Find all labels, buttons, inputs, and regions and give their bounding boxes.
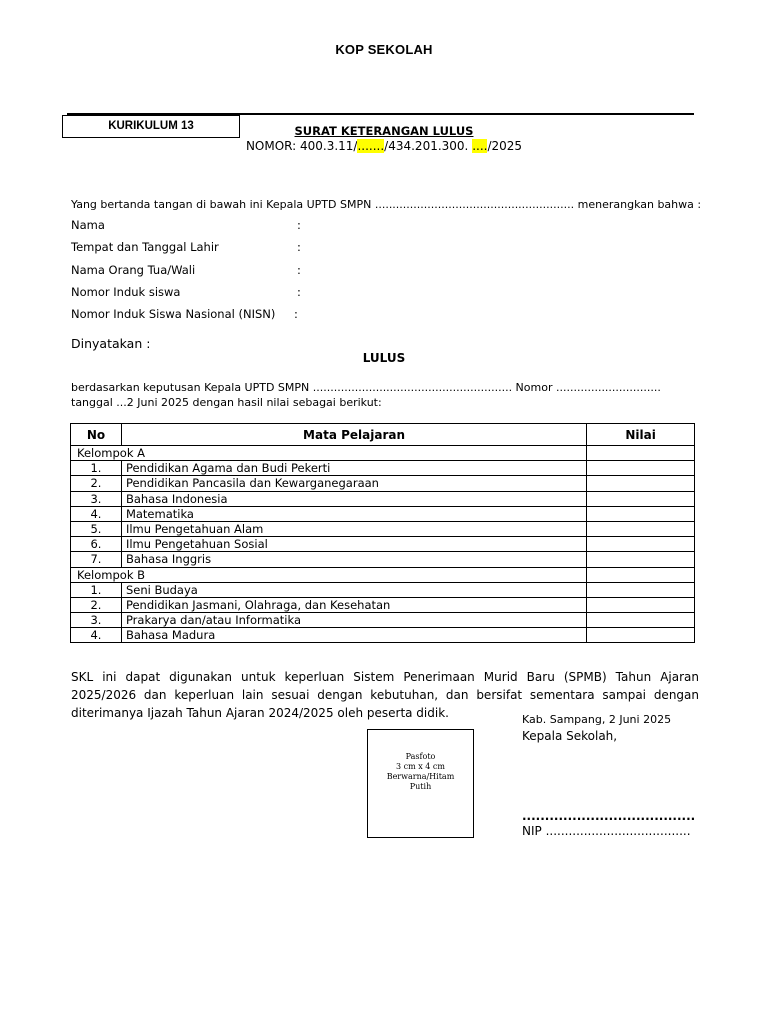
row-no: 1. bbox=[71, 582, 122, 597]
field-colon: : bbox=[297, 263, 301, 277]
row-subject: Ilmu Pengetahuan Alam bbox=[121, 521, 586, 536]
basis-line-2: tanggal ...2 Juni 2025 dengan hasil nilai sebagai berikut: bbox=[71, 396, 382, 409]
group-row-a bbox=[71, 446, 695, 461]
row-no: 3. bbox=[71, 613, 122, 628]
document-title bbox=[0, 124, 768, 138]
field-label-nis: Nomor Induk siswa bbox=[71, 285, 181, 299]
document-number bbox=[0, 139, 768, 153]
grade-cell bbox=[587, 461, 695, 476]
row-no: 5. bbox=[71, 521, 122, 536]
row-no: 4. bbox=[71, 628, 122, 643]
signature-name-blank: ...................................... bbox=[522, 809, 696, 823]
grade-cell bbox=[587, 506, 695, 521]
grade-cell bbox=[587, 446, 695, 461]
table-row bbox=[71, 552, 695, 567]
nomor-suffix: /2025 bbox=[487, 139, 523, 153]
grade-cell bbox=[587, 476, 695, 491]
signature-nip: NIP ...................................... bbox=[522, 824, 691, 838]
kop-sekolah: KOP SEKOLAH bbox=[335, 42, 433, 57]
field-label-nisn: Nomor Induk Siswa Nasional (NISN) bbox=[71, 307, 276, 321]
nomor-blank-1: ....... bbox=[357, 139, 385, 153]
photo-line-4: Putih bbox=[409, 782, 432, 791]
row-subject: Bahasa Madura bbox=[121, 628, 586, 643]
dinyatakan-label: Dinyatakan : bbox=[71, 336, 151, 351]
basis-line-1: berdasarkan keputusan Kepala UPTD SMPN ......................................................... Nomor .............................. bbox=[71, 381, 661, 394]
row-no: 6. bbox=[71, 537, 122, 552]
grade-cell bbox=[587, 537, 695, 552]
header-subject: Mata Pelajaran bbox=[121, 424, 586, 446]
row-no: 2. bbox=[71, 476, 122, 491]
nomor-blank-2: .... bbox=[472, 139, 488, 153]
row-subject: Bahasa Indonesia bbox=[121, 491, 586, 506]
field-label-orang-tua: Nama Orang Tua/Wali bbox=[71, 263, 196, 277]
header-no: No bbox=[71, 424, 122, 446]
row-subject: Bahasa Inggris bbox=[121, 552, 586, 567]
table-row bbox=[71, 597, 695, 612]
photo-line-2: 3 cm x 4 cm bbox=[396, 762, 445, 771]
photo-line-3: Berwarna/Hitam bbox=[386, 772, 455, 781]
photo-placeholder bbox=[367, 729, 474, 838]
row-subject: Ilmu Pengetahuan Sosial bbox=[121, 537, 586, 552]
row-subject: Prakarya dan/atau Informatika bbox=[121, 613, 586, 628]
grade-cell bbox=[587, 552, 695, 567]
row-no: 1. bbox=[71, 461, 122, 476]
grade-cell bbox=[587, 613, 695, 628]
field-colon: : bbox=[294, 307, 298, 321]
intro-statement: Yang bertanda tangan di bawah ini Kepala UPTD SMPN ......................................................... menerangkan bahwa : bbox=[71, 198, 702, 211]
row-subject: Matematika bbox=[121, 506, 586, 521]
row-no: 2. bbox=[71, 597, 122, 612]
row-no: 7. bbox=[71, 552, 122, 567]
grade-cell bbox=[587, 582, 695, 597]
grades-table bbox=[70, 423, 695, 643]
row-subject: Seni Budaya bbox=[121, 582, 586, 597]
table-row bbox=[71, 476, 695, 491]
field-colon: : bbox=[297, 285, 301, 299]
grade-cell bbox=[587, 491, 695, 506]
field-label-ttl: Tempat dan Tanggal Lahir bbox=[71, 240, 219, 254]
table-row bbox=[71, 537, 695, 552]
row-subject: Pendidikan Pancasila dan Kewarganegaraan bbox=[121, 476, 586, 491]
field-label-nama: Nama bbox=[71, 218, 105, 232]
grade-cell bbox=[587, 521, 695, 536]
group-label-a: Kelompok A bbox=[71, 446, 587, 461]
group-row-b bbox=[71, 567, 695, 582]
field-colon: : bbox=[297, 240, 301, 254]
grade-cell bbox=[587, 597, 695, 612]
table-header-row bbox=[71, 424, 695, 446]
kurikulum-box: KURIKULUM 13 bbox=[62, 115, 240, 138]
grade-cell bbox=[587, 567, 695, 582]
row-no: 3. bbox=[71, 491, 122, 506]
table-row bbox=[71, 506, 695, 521]
table-row bbox=[71, 613, 695, 628]
table-row bbox=[71, 491, 695, 506]
table-row bbox=[71, 461, 695, 476]
table-row bbox=[71, 582, 695, 597]
closing-paragraph: SKL ini dapat digunakan untuk keperluan Sistem Penerimaan Murid Baru (SPMB) Tahun Ajaran 2025/2026 dan keperluan lain sesuai dengan kebutuhan, dan bersifat sementara sampai dengan diterimanya Ijazah Tahun Ajaran 2024/2025 oleh peserta didik. bbox=[71, 670, 699, 720]
row-subject: Pendidikan Agama dan Budi Pekerti bbox=[121, 461, 586, 476]
grade-cell bbox=[587, 628, 695, 643]
title-text: SURAT KETERANGAN LULUS bbox=[294, 124, 474, 138]
lulus-status: LULUS bbox=[362, 351, 406, 365]
header-grade: Nilai bbox=[587, 424, 695, 446]
table-row bbox=[71, 521, 695, 536]
signature-place-date: Kab. Sampang, 2 Juni 2025 bbox=[522, 713, 672, 726]
row-no: 4. bbox=[71, 506, 122, 521]
field-colon: : bbox=[297, 218, 301, 232]
row-subject: Pendidikan Jasmani, Olahraga, dan Kesehatan bbox=[121, 597, 586, 612]
nomor-mid: /434.201.300. bbox=[384, 139, 473, 153]
signature-role: Kepala Sekolah, bbox=[522, 729, 618, 743]
nomor-prefix: NOMOR: 400.3.11/ bbox=[245, 139, 358, 153]
group-label-b: Kelompok B bbox=[71, 567, 587, 582]
table-row bbox=[71, 628, 695, 643]
photo-line-1: Pasfoto bbox=[405, 752, 436, 761]
